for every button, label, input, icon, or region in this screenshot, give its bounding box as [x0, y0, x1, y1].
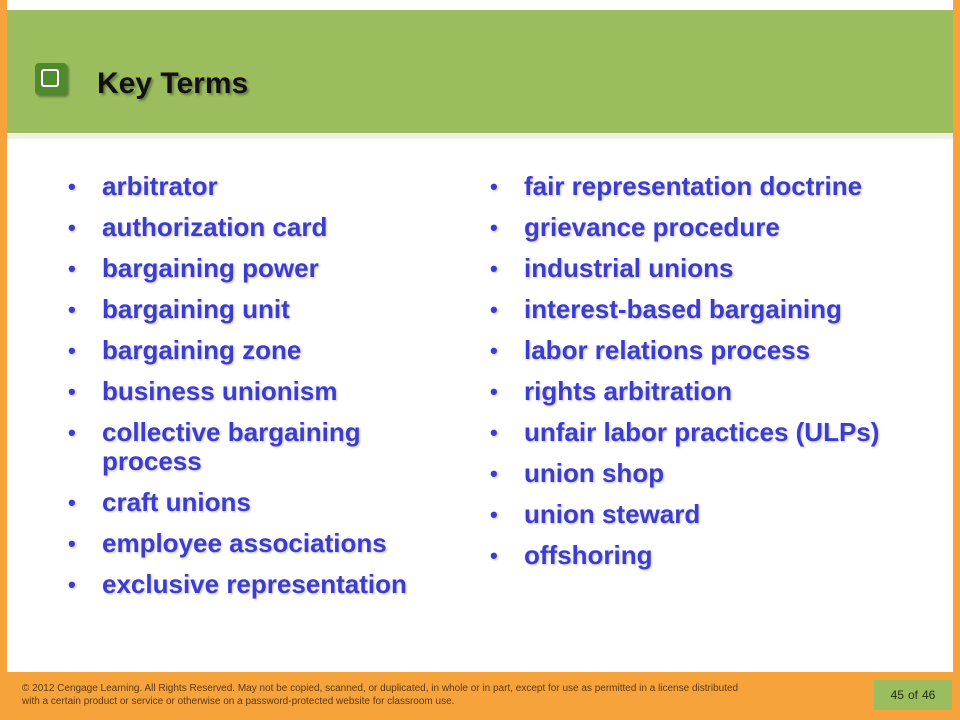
- slide-title: Key Terms: [97, 67, 249, 100]
- bullet-icon: •: [68, 379, 76, 404]
- term-text: business unionism: [102, 376, 338, 406]
- bullet-icon: •: [490, 420, 498, 445]
- bullet-icon: •: [490, 502, 498, 527]
- list-item: [490, 213, 910, 242]
- list-item: [490, 336, 910, 365]
- page-of: of: [907, 688, 918, 702]
- term-text: union shop: [524, 458, 665, 488]
- bullet-icon: •: [490, 338, 498, 363]
- term-text: interest-based bargaining: [524, 294, 842, 324]
- bullet-icon: •: [490, 256, 498, 281]
- term-text: grievance procedure: [524, 212, 780, 242]
- term-text: unfair labor practices (ULPs): [524, 417, 880, 447]
- term-text: union steward: [524, 499, 701, 529]
- list-item: [490, 418, 910, 447]
- term-text: bargaining zone: [102, 335, 302, 365]
- terms-list-right: [490, 172, 910, 582]
- bullet-icon: •: [68, 531, 76, 556]
- term-text: arbitrator: [102, 171, 218, 201]
- list-item: [68, 172, 448, 201]
- bullet-icon: •: [490, 297, 498, 322]
- page-total: 46: [922, 688, 936, 702]
- bullet-icon: •: [68, 420, 76, 445]
- term-text: fair representation doctrine: [524, 171, 863, 201]
- bullet-icon: •: [68, 572, 76, 597]
- term-text: exclusive representation: [102, 569, 407, 599]
- list-item: [490, 459, 910, 488]
- list-item: [490, 254, 910, 283]
- list-item: [490, 500, 910, 529]
- bullet-icon: •: [68, 338, 76, 363]
- page-current: 45: [890, 688, 904, 702]
- bullet-icon: •: [490, 215, 498, 240]
- term-text: bargaining power: [102, 253, 319, 283]
- page-number: [874, 680, 952, 710]
- bullet-icon: •: [490, 543, 498, 568]
- list-item: [68, 213, 448, 242]
- term-text: authorization card: [102, 212, 328, 242]
- term-text: employee associations: [102, 528, 387, 558]
- copyright-notice: © 2012 Cengage Learning. All Rights Reserved. May not be copied, scanned, or duplicated, in whole or in part, except for use as permitted in a license distributed with a certain product or service or otherwise on a password-protected website for classroom use.: [22, 683, 739, 707]
- header-square-icon: [35, 63, 67, 95]
- list-item: [68, 529, 448, 558]
- bullet-icon: •: [68, 256, 76, 281]
- list-item: [490, 172, 910, 201]
- term-text: bargaining unit: [102, 294, 290, 324]
- list-item: [490, 295, 910, 324]
- bullet-icon: •: [68, 490, 76, 515]
- terms-list-left: [68, 172, 448, 611]
- term-text: industrial unions: [524, 253, 734, 283]
- bullet-icon: •: [68, 215, 76, 240]
- bullet-icon: •: [490, 379, 498, 404]
- list-item: [68, 377, 448, 406]
- list-item: [68, 418, 448, 476]
- term-text: rights arbitration: [524, 376, 733, 406]
- title-banner: [7, 10, 953, 139]
- term-text: labor relations process: [524, 335, 811, 365]
- list-item: [68, 254, 448, 283]
- bullet-icon: •: [68, 297, 76, 322]
- list-item: [68, 295, 448, 324]
- bullet-icon: •: [490, 174, 498, 199]
- list-item: [68, 488, 448, 517]
- term-text: offshoring: [524, 540, 653, 570]
- bullet-icon: •: [490, 461, 498, 486]
- term-text: craft unions: [102, 487, 251, 517]
- list-item: [490, 541, 910, 570]
- list-item: [490, 377, 910, 406]
- bullet-icon: •: [68, 174, 76, 199]
- term-text: collective bargaining process: [102, 417, 361, 476]
- list-item: [68, 570, 448, 599]
- list-item: [68, 336, 448, 365]
